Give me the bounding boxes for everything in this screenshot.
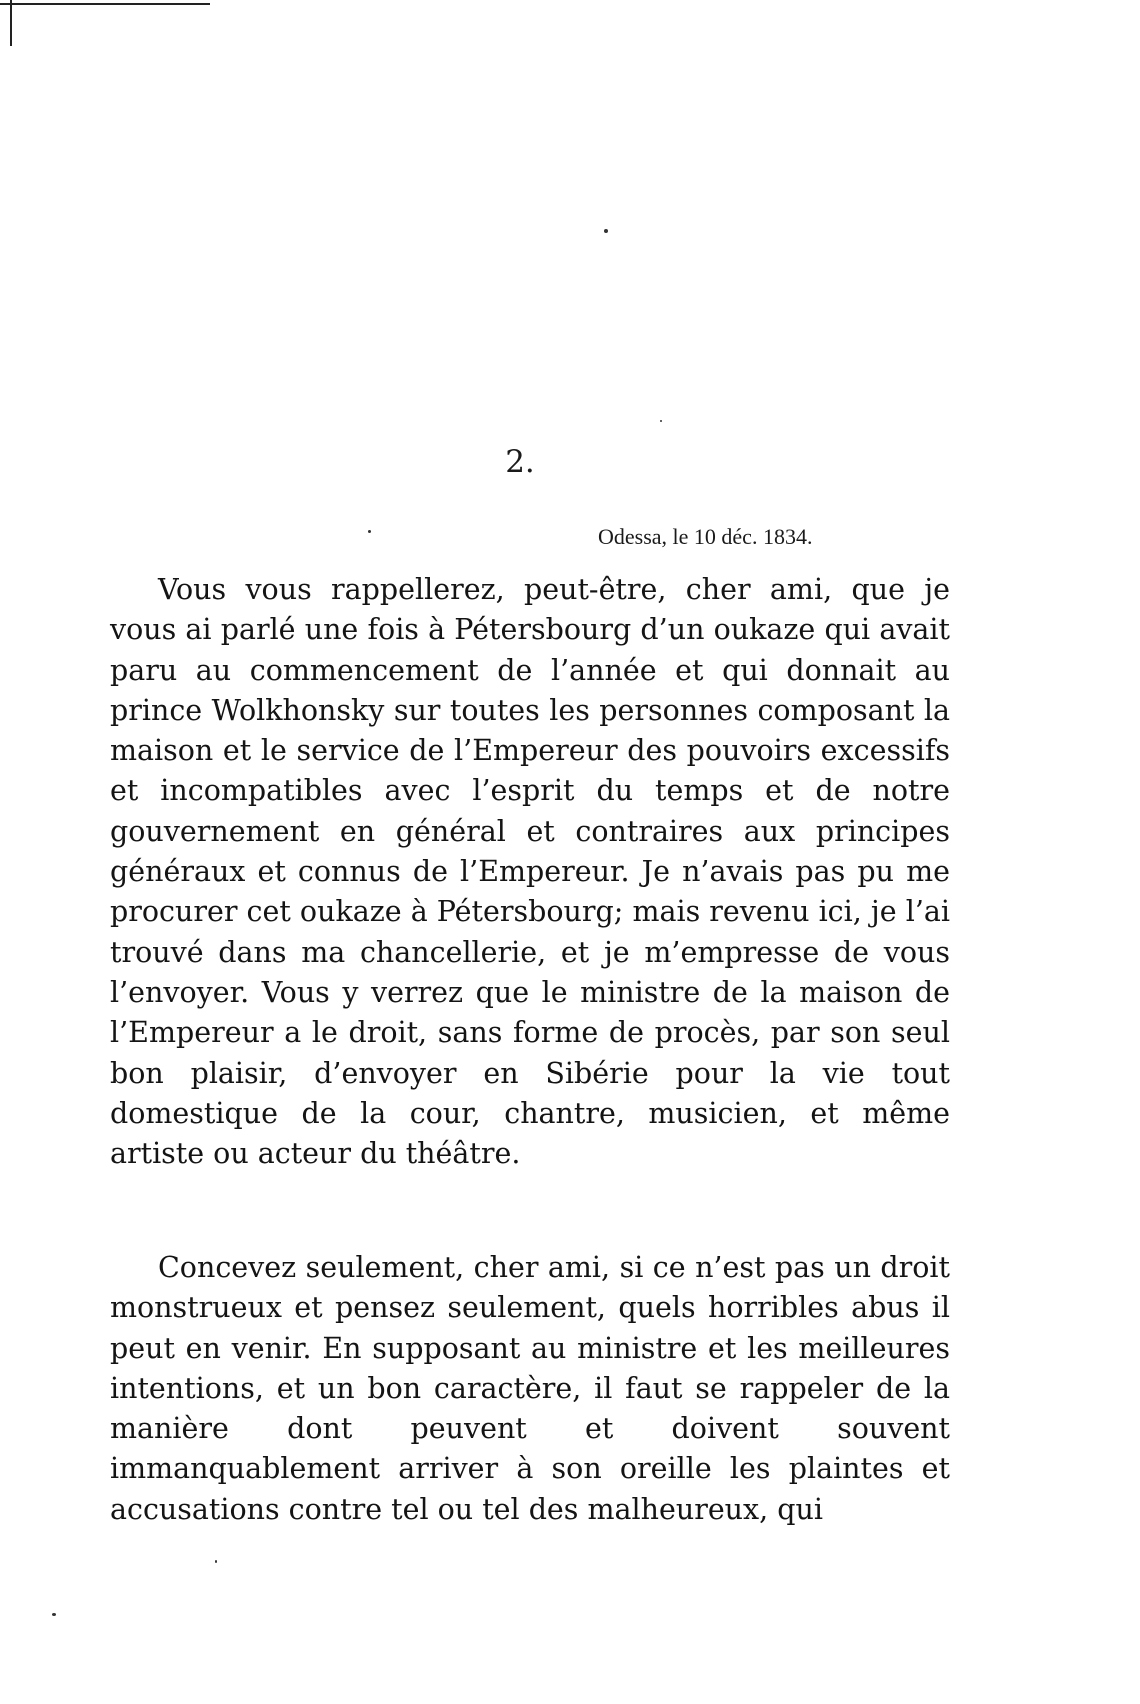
letter-number: 2. — [505, 444, 535, 480]
scan-speck — [660, 420, 662, 422]
corner-rule-vertical — [10, 0, 12, 46]
body-paragraph — [110, 570, 950, 1174]
scan-speck — [215, 1560, 217, 1563]
scan-speck — [604, 229, 608, 233]
dateline: Odessa, le 10 déc. 1834. — [598, 524, 813, 549]
paragraph-text: Concevez seulement, cher ami, si ce n’est pas un droit monstrueux et pensez seulement, quels horribles abus il peut en venir. En supposant au ministre et les meilleures intentions, et un bon caractère, il faut se rappeler de la manière dont peuvent et doivent souvent immanquablement arriver à son oreille les plaintes et accusations contre tel ou tel des malheureux, qui — [110, 1251, 950, 1526]
body-paragraph — [110, 1248, 950, 1530]
corner-rule-horizontal — [0, 3, 210, 5]
scan-speck — [368, 530, 371, 533]
paragraph-text: Vous vous rappellerez, peut-être, cher ami, que je vous ai parlé une fois à Pétersbourg d’un oukaze qui avait paru au commencement de l’année et qui donnait au prince Wolkhonsky sur toutes les personnes composant la maison et le service de l’Empereur des pouvoirs excessifs et incompatibles avec l’esprit du temps et de notre gouvernement en général et contraires aux principes généraux et connus de l’Empereur. Je n’avais pas pu me procurer cet oukaze à Pétersbourg; mais revenu ici, je l’ai trouvé dans ma chancellerie, et je m’empresse de vous l’envoyer. Vous y verrez que le ministre de la maison de l’Empereur a le droit, sans forme de procès, par son seul bon plaisir, d’envoyer en Sibérie pour la vie tout domestique de la cour, chantre, musicien, et même artiste ou acteur du théâtre. — [110, 573, 950, 1171]
scan-speck — [52, 1613, 56, 1616]
